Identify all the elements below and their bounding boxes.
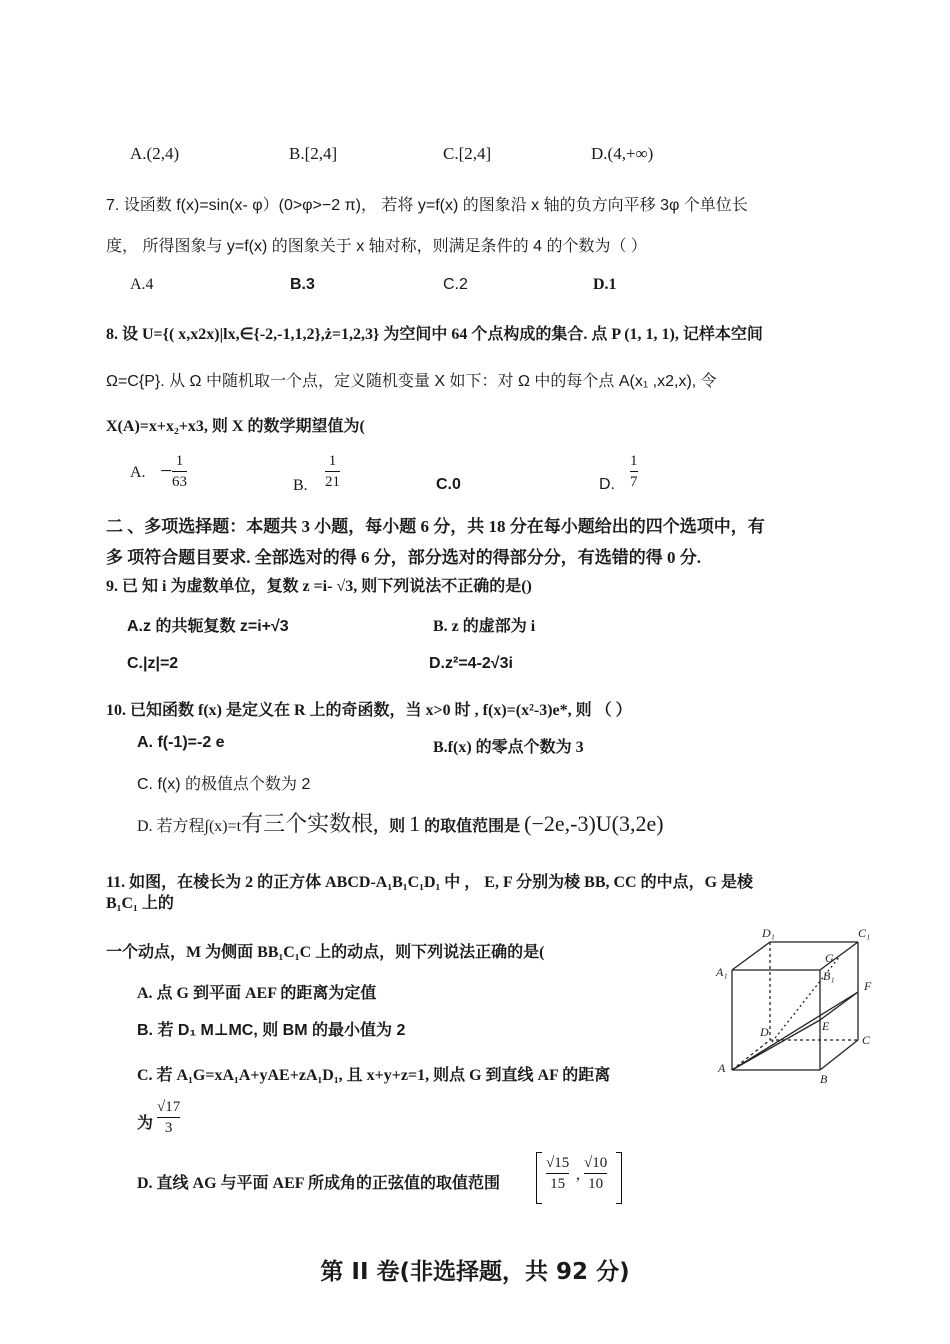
fraction-bar	[546, 1173, 569, 1174]
q6-option-a: A.(2,4)	[130, 144, 180, 163]
fraction-bar	[584, 1173, 607, 1174]
cube-figure	[710, 920, 890, 1090]
q9-option-b: B. z 的虚部为 i	[433, 618, 536, 635]
label-c1: C₁	[858, 926, 871, 940]
edge-bc	[820, 1040, 858, 1070]
label-e: E	[822, 1019, 830, 1033]
fraction-bar	[630, 471, 638, 472]
line-af	[732, 992, 858, 1070]
right-bracket	[616, 1152, 622, 1204]
q11-option-b: B. 若 D₁ M⊥MC, 则 BM 的最小值为 2	[137, 1022, 406, 1039]
label-g: G	[825, 951, 834, 965]
q8-option-a-numerator: 1	[175, 453, 184, 469]
q11-option-d-interval	[536, 1152, 622, 1202]
label-a: A	[718, 1061, 726, 1075]
q11-option-a: A. 点 G 到平面 AEF 的距离为定值	[137, 985, 377, 1002]
q8-option-b-label: B.	[293, 477, 308, 494]
q6-option-d: D.(4,+∞)	[591, 144, 654, 163]
section2-instructions-line2: 多 项符合题目要求. 全部选对的得 6 分，部分选对的得部分分，有选错的得 0 分.	[106, 548, 701, 567]
q11-option-d-denominator-2: 10	[588, 1176, 604, 1192]
q7-stem-line1: 7. 设函数 f(x)=sin(x- φ）(0>φ>−2 π)， 若将 y=f(x) 的图象沿 x 轴的负方向平移 3φ 个单位长	[106, 197, 748, 214]
q10-option-d	[137, 807, 664, 838]
q11-option-d-numerator-1: √15	[546, 1155, 570, 1171]
q8-option-c: C.0	[436, 476, 461, 493]
label-a1: A₁	[716, 965, 728, 979]
q8-option-d-fraction	[630, 452, 638, 491]
q10-option-d-mid: ，则	[373, 818, 410, 835]
q11-option-d-fraction-2	[584, 1154, 607, 1193]
q10-option-d-big-text: 有三个实数根	[241, 811, 374, 836]
q11-option-c-numerator: √17	[157, 1099, 181, 1115]
fraction-bar	[157, 1117, 180, 1118]
q11-option-d-denominator-1: 15	[550, 1176, 566, 1192]
q8-option-b-numerator: 1	[328, 453, 337, 469]
q8-option-a-fraction	[172, 452, 187, 491]
q11-option-c: C. 若 A₁G=xA₁A+yAE+zA₁D₁, 且 x+y+z=1, 则点 G 到直线 AF 的距离	[137, 1067, 611, 1084]
q9-option-a: A.z 的共轭复数 z=i+√3	[127, 618, 289, 635]
q9-option-d: D.z²=4-2√3i	[429, 655, 513, 672]
q7-option-d: D.1	[593, 276, 617, 293]
q11-option-d-numerator-2: √10	[584, 1155, 608, 1171]
q8-option-d-label: D.	[599, 476, 615, 493]
q11-option-d-separator: ,	[576, 1166, 580, 1183]
q11-stem-line2: B₁C₁ 上的	[106, 895, 174, 912]
q9-option-c: C.|z|=2	[127, 655, 179, 672]
q7-option-b: B.3	[290, 276, 315, 293]
q11-option-c-answer-prefix: 为	[137, 1115, 154, 1132]
label-b: B	[820, 1072, 828, 1086]
edge-a1d1	[732, 942, 770, 970]
q11-option-c-fraction	[157, 1098, 180, 1137]
fraction-bar	[172, 471, 187, 472]
q10-option-a: A. f(-1)=-2 e	[137, 734, 225, 751]
q8-option-a-label: A.	[130, 464, 146, 481]
q8-option-b-denominator: 21	[325, 474, 340, 490]
q10-option-d-range: (−2e,-3)U(3,2e)	[524, 811, 664, 836]
label-f: F	[864, 979, 872, 993]
q8-option-a-minus: −	[160, 458, 173, 483]
q11-option-c-denominator: 3	[164, 1120, 173, 1136]
q10-stem: 10. 已知函数 f(x) 是定义在 R 上的奇函数，当 x>0 时 , f(x)=(x²-3)e*, 则 （ ）	[106, 702, 632, 719]
q11-option-d-fraction-1	[546, 1154, 569, 1193]
part2-title: 第 II 卷(非选择题，共 92 分)	[320, 1259, 630, 1285]
section2-instructions-line1: 二 、多项选择题：本题共 3 小题，每小题 6 分，共 18 分在每小题给出的四个选项中，有	[106, 517, 765, 536]
q10-option-c: C. f(x) 的极值点个数为 2	[137, 776, 311, 793]
q8-stem-line2: Ω=C{P}. 从 Ω 中随机取一个点，定义随机变量 X 如下：对 Ω 中的每个点 A(x₁ ,x2,x), 令	[106, 373, 717, 390]
left-bracket	[536, 1152, 542, 1204]
q6-option-c: C.[2,4]	[443, 144, 492, 163]
q10-option-d-range-label: 的取值范围是	[420, 818, 525, 835]
label-b1: B₁	[823, 969, 835, 983]
fraction-bar	[325, 471, 340, 472]
q8-option-b-fraction	[325, 452, 340, 491]
q8-option-d-denominator: 7	[630, 474, 638, 490]
q10-option-d-t: 1	[409, 811, 421, 836]
edge-ad	[732, 1040, 770, 1070]
q11-option-d: D. 直线 AG 与平面 AEF 所成角的正弦值的取值范围	[137, 1175, 500, 1192]
q10-option-b: B.f(x) 的零点个数为 3	[433, 739, 584, 756]
label-d1: D₁	[762, 926, 775, 940]
line-ae	[732, 1020, 820, 1070]
q8-stem-line1: 8. 设 U={( x,x2x)|lx,∈{-2,-1,1,2},ż=1,2,3} 为空间中 64 个点构成的集合. 点 P (1, 1, 1), 记样本空间	[106, 326, 763, 343]
q11-stem-line3: 一个动点，M 为侧面 BB₁C₁C 上的动点，则下列说法正确的是(	[106, 944, 545, 961]
q8-option-a-denominator: 63	[172, 474, 187, 490]
q6-option-b: B.[2,4]	[289, 144, 338, 163]
label-d: D	[760, 1025, 769, 1039]
q7-option-c: C.2	[443, 276, 468, 293]
q8-stem-line3: X(A)=x+x₂+x3, 则 X 的数学期望值为(	[106, 418, 365, 435]
q9-stem: 9. 已 知 i 为虚数单位，复数 z =i- √3, 则下列说法不正确的是()	[106, 578, 532, 595]
q11-stem-line1: 11. 如图，在棱长为 2 的正方体 ABCD-A₁B₁C₁D₁ 中 ， E, F 分别为棱 BB, CC 的中点，G 是棱	[106, 874, 754, 891]
q10-option-d-prefix: D. 若方程∫(x)=t	[137, 818, 242, 835]
line-ef	[820, 992, 858, 1020]
q7-option-a: A.4	[130, 276, 154, 293]
q8-option-d-numerator: 1	[630, 453, 638, 469]
label-c: C	[862, 1033, 871, 1047]
q7-stem-line2: 度， 所得图象与 y=f(x) 的图象关于 x 轴对称，则满足条件的 4 的个数为（ ）	[106, 238, 647, 255]
